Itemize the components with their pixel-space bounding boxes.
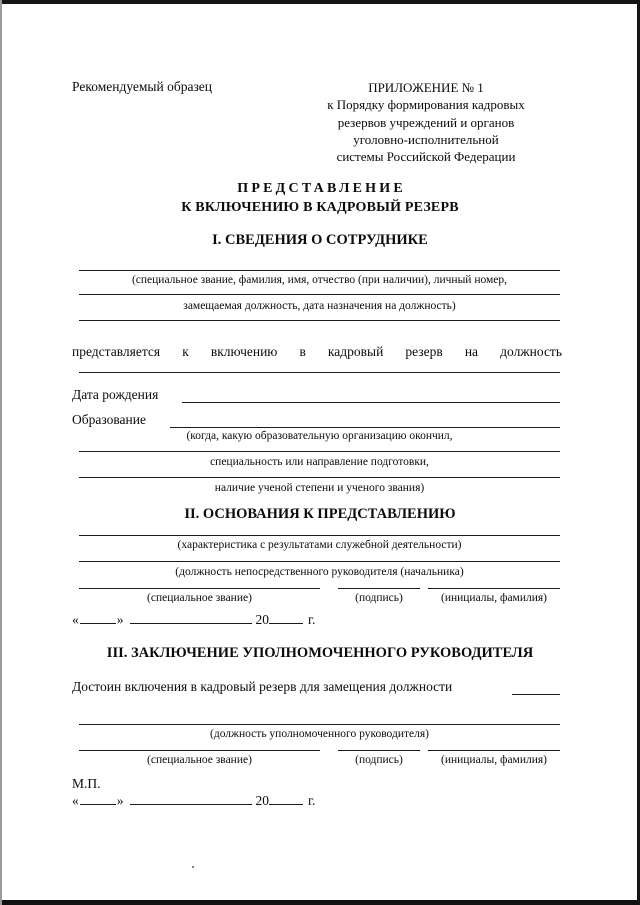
appendix-reference [290, 79, 562, 165]
section-3-statement: Достоин включения в кадровый резерв для замещения должности [72, 679, 453, 694]
appendix-line-3: уголовно-исполнительной [353, 131, 499, 147]
document-subtitle: К ВКЛЮЧЕНИЮ В КАДРОВЫЙ РЕЗЕРВ [181, 200, 459, 215]
sec3-date-day-blank[interactable] [80, 804, 116, 805]
field-rule-employee-3[interactable] [79, 320, 560, 321]
sec2-date-month-blank[interactable] [130, 623, 252, 624]
appendix-title: ПРИЛОЖЕНИЕ № 1 [368, 80, 484, 95]
field-rule-employee-1[interactable] [79, 270, 560, 271]
field-rule-characteristic[interactable] [79, 535, 560, 536]
sec3-date-row[interactable] [72, 793, 315, 809]
sec3-date-quote-open: « [72, 793, 79, 808]
sec2-date-year-prefix: 20 [255, 612, 269, 627]
education-label: Образование [72, 412, 146, 427]
caption-sec2-initials: (инициалы, фамилия) [440, 592, 548, 604]
field-rule-education-3[interactable] [79, 477, 560, 478]
field-rule-authorized-position[interactable] [79, 724, 560, 725]
sec2-date-quote-open: « [72, 612, 79, 627]
sec3-date-quote-close: » [116, 793, 124, 808]
appendix-line-4: системы Российской Федерации [336, 149, 516, 165]
caption-sec3-signature: (подпись) [355, 754, 403, 766]
sec3-date-year-prefix: 20 [255, 793, 269, 808]
sec3-date-month-blank[interactable] [130, 804, 252, 805]
document-title: ПРЕДСТАВЛЕНИЕ [237, 181, 406, 196]
caption-education-2: специальность или направление подготовки, [210, 456, 429, 468]
caption-sec3-rank: (специальное звание) [147, 754, 252, 766]
appendix-line-1: к Порядку формирования кадровых [327, 97, 525, 113]
birth-date-label: Дата рождения [72, 387, 159, 402]
statement-word-3: включению [210, 344, 278, 359]
scan-edge-bottom [0, 900, 640, 905]
section-1-heading: I. СВЕДЕНИЯ О СОТРУДНИКЕ [212, 232, 428, 248]
document-header [72, 79, 562, 165]
statement-inclusion [72, 344, 562, 360]
caption-employee-2: замещаемая должность, дата назначения на должность) [183, 300, 456, 312]
field-rule-sec3-position-inline[interactable] [512, 694, 560, 695]
field-rule-sec2-signature[interactable] [338, 588, 420, 589]
field-rule-supervisor-position[interactable] [79, 561, 560, 562]
scan-edge-top [0, 0, 640, 4]
field-rule-position[interactable] [79, 372, 560, 373]
field-rule-education-1[interactable] [170, 427, 560, 428]
sec3-date-year-suffix: г. [308, 793, 316, 808]
statement-word-1: представляется [72, 344, 161, 359]
section-3-heading: III. ЗАКЛЮЧЕНИЕ УПОЛНОМОЧЕННОГО РУКОВОДИТЕЛЯ [106, 645, 534, 661]
caption-authorized-position: (должность уполномоченного руководителя) [210, 728, 429, 740]
field-rule-sec3-signature[interactable] [338, 750, 420, 751]
caption-characteristic: (характеристика с результатами служебной деятельности) [177, 539, 462, 551]
statement-word-5: кадровый [327, 344, 384, 359]
stamp-label: М.П. [72, 776, 101, 791]
field-rule-birth-date[interactable] [182, 402, 560, 403]
sec3-date-year-blank[interactable] [269, 804, 303, 805]
caption-education-3: наличие ученой степени и ученого звания) [214, 482, 425, 494]
scan-edge-left [0, 0, 2, 905]
statement-word-8: должность [500, 344, 562, 359]
field-rule-sec3-rank[interactable] [79, 750, 320, 751]
sec2-date-year-suffix: г. [308, 612, 316, 627]
caption-education-1: (когда, какую образовательную организацию окончил, [186, 430, 453, 442]
statement-word-7: на [464, 344, 479, 359]
sample-note: Рекомендуемый образец [72, 79, 213, 94]
appendix-line-2: резервов учреждений и органов [337, 114, 515, 130]
statement-word-6: резерв [405, 344, 443, 359]
sec2-date-day-blank[interactable] [80, 623, 116, 624]
section-2-heading: II. ОСНОВАНИЯ К ПРЕДСТАВЛЕНИЮ [184, 506, 456, 522]
sec2-date-year-blank[interactable] [269, 623, 303, 624]
sec2-date-quote-close: » [116, 612, 124, 627]
caption-sec2-signature: (подпись) [355, 592, 403, 604]
caption-sec3-initials: (инициалы, фамилия) [440, 754, 548, 766]
caption-supervisor-position: (должность непосредственного руководителя (начальника) [175, 566, 464, 578]
field-rule-employee-2[interactable] [79, 294, 560, 295]
scan-speck [192, 866, 194, 868]
field-rule-sec2-rank[interactable] [79, 588, 320, 589]
caption-sec2-rank: (специальное звание) [147, 592, 252, 604]
sec2-date-row[interactable] [72, 612, 315, 628]
statement-word-4: в [299, 344, 306, 359]
field-rule-education-2[interactable] [79, 451, 560, 452]
field-rule-sec2-initials[interactable] [428, 588, 560, 589]
caption-employee-1: (специальное звание, фамилия, имя, отчество (при наличии), личный номер, [131, 274, 508, 286]
statement-word-2: к [182, 344, 189, 359]
field-rule-sec3-initials[interactable] [428, 750, 560, 751]
